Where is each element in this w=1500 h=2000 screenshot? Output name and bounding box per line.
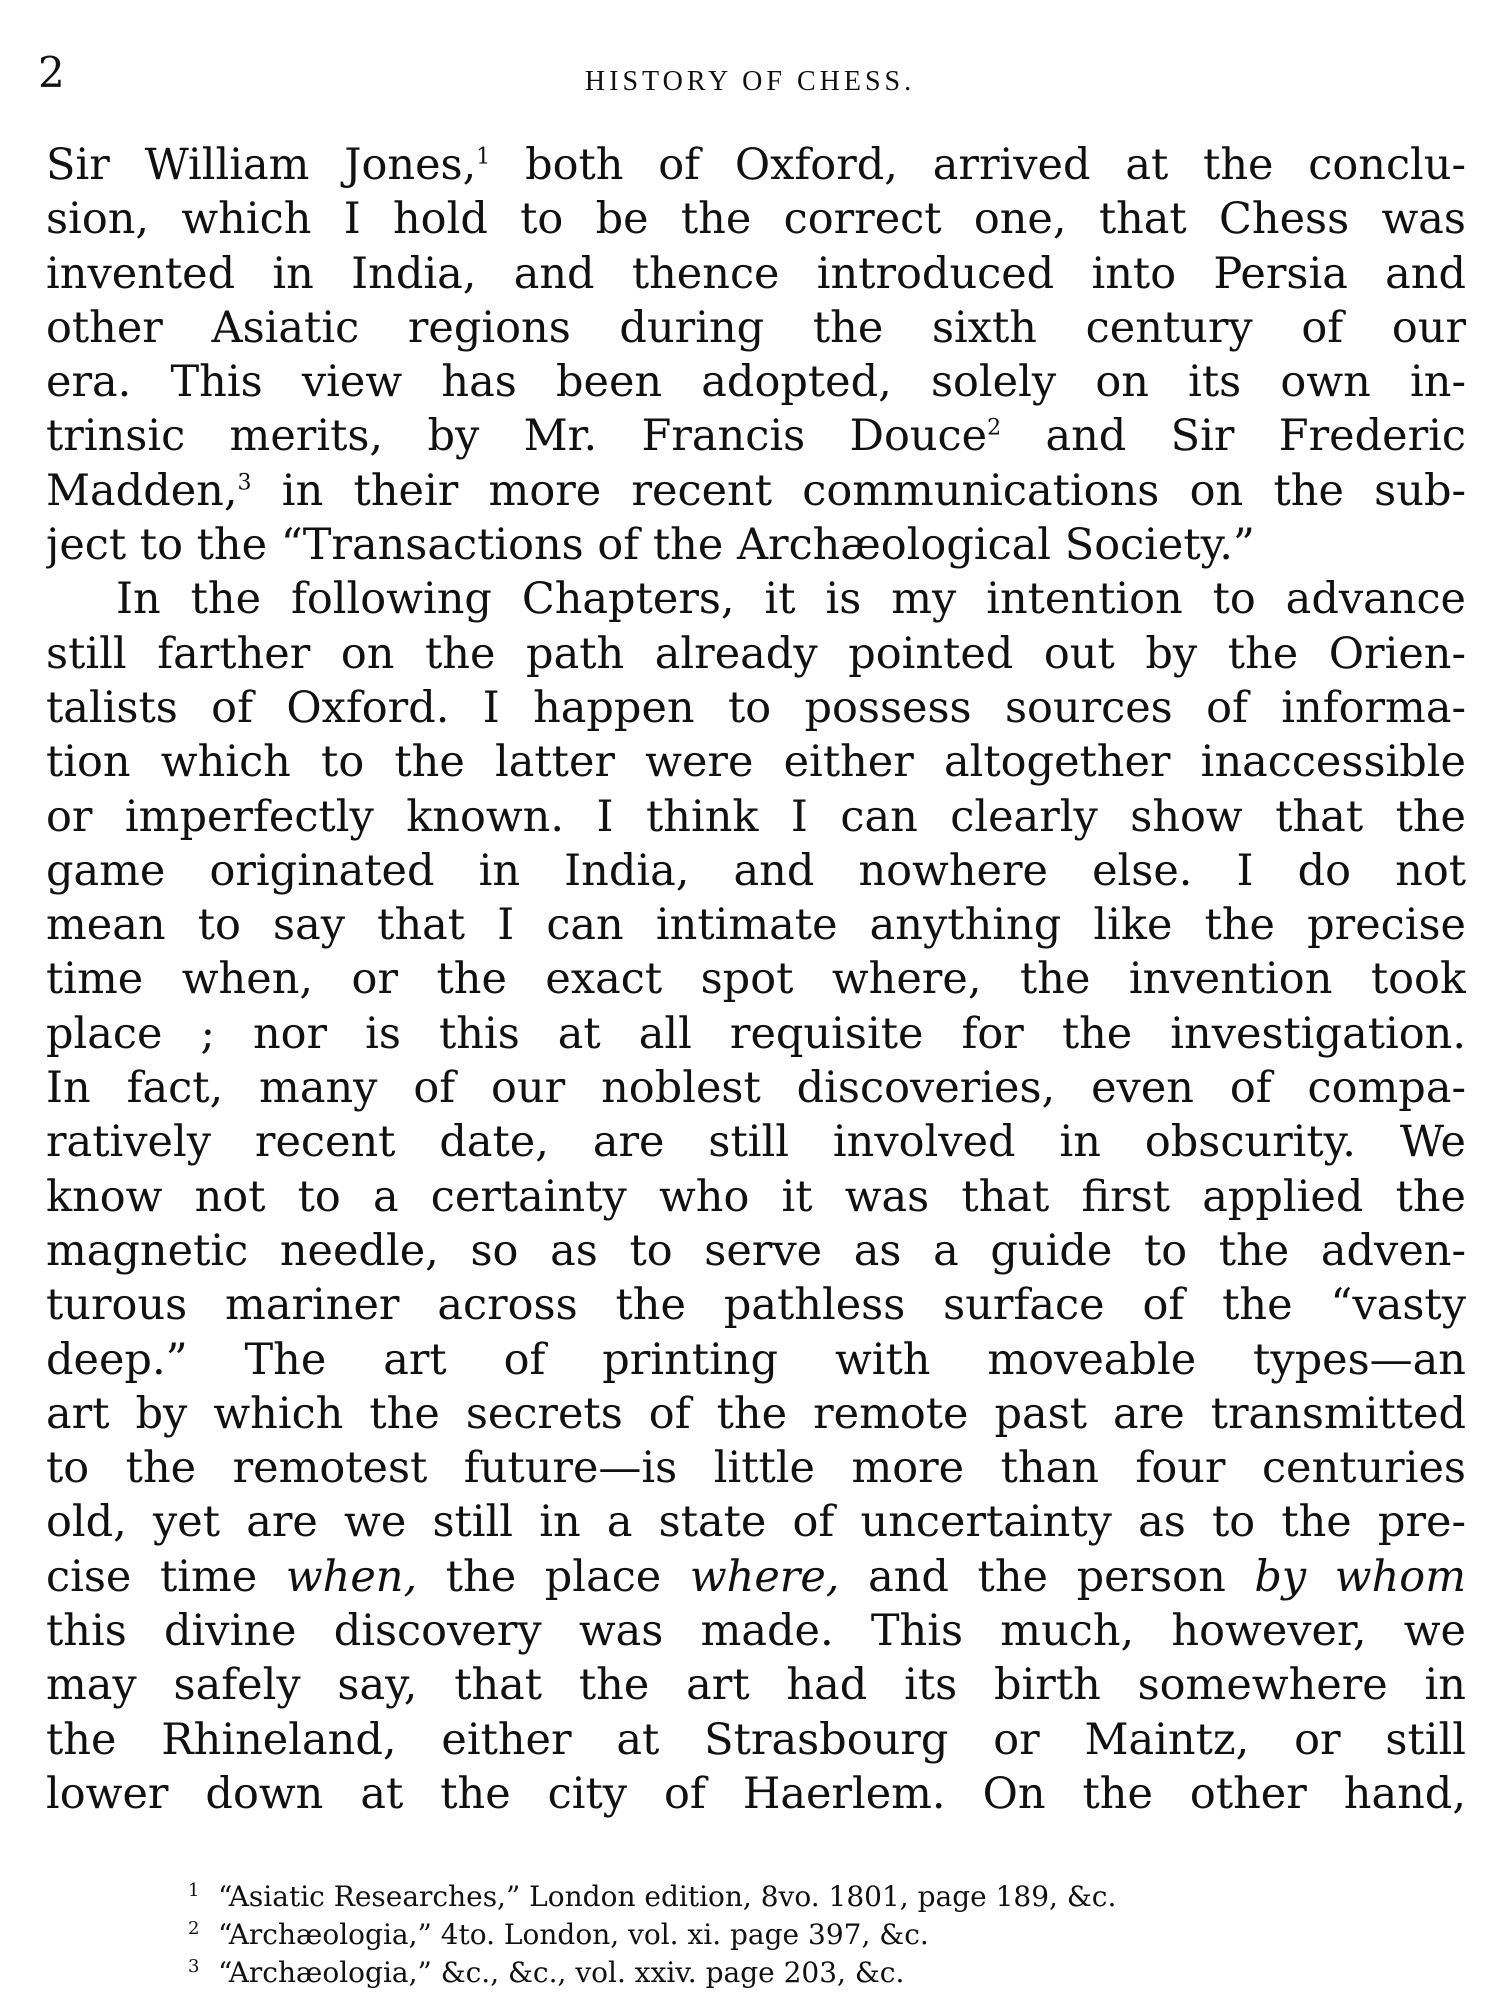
text-line: to the remotest future—is little more than four centuries (46, 1443, 1466, 1494)
text-line: art by which the secrets of the remote past are transmitted (46, 1388, 1466, 1439)
text-line: other Asiatic regions during the sixth century of our (46, 302, 1466, 353)
page-number: 2 (38, 48, 65, 97)
text-line: invented in India, and thence introduced into Persia and (46, 248, 1466, 299)
footnote: 1 “Asiatic Researches,” London edition, 8vo. 1801, page 189, &c. (188, 1879, 1117, 1913)
text-line: lower down at the city of Haerlem. On the other hand, (46, 1768, 1466, 1819)
text-line: deep.” The art of printing with moveable types—an (46, 1334, 1466, 1385)
text-line: may safely say, that the art had its birth somewhere in (46, 1660, 1466, 1711)
text-line: place ; nor is this at all requisite for the investigation. (46, 1008, 1466, 1059)
footnotes (188, 1878, 1388, 1992)
text-line: sion, which I hold to be the correct one, that Chess was (46, 194, 1466, 245)
footnote: 3 “Archæologia,” &c., &c., vol. xxiv. page 203, &c. (188, 1955, 905, 1989)
text-line: Sir William Jones,$^1$ both of Oxford, arrived at the conclu- (46, 140, 1466, 190)
text-line: mean to say that I can intimate anything like the precise (46, 900, 1466, 951)
text-line: ject to the “Transactions of the Archæological Society.” (46, 520, 1255, 571)
footnote-ref[interactable]: 3 (237, 470, 252, 496)
text-line: In fact, many of our noblest discoveries, even of compa- (46, 1063, 1466, 1114)
text-line: know not to a certainty who it was that first applied the (46, 1171, 1466, 1222)
footnote: 2 “Archæologia,” 4to. London, vol. xi. page 397, &c. (188, 1917, 929, 1951)
text-line: tion which to the latter were either altogether inaccessible (46, 737, 1466, 788)
running-head: HISTORY OF CHESS. (584, 66, 916, 97)
text-line: game originated in India, and nowhere else. I do not (46, 845, 1466, 896)
text-line: cise time when, the place where, and the person by whom (46, 1551, 1466, 1602)
text-line: or imperfectly known. I think I can clearly show that the (46, 791, 1466, 842)
text-line: turous mariner across the pathless surface of the “vasty (46, 1280, 1466, 1331)
footnote-ref[interactable]: 1 (476, 144, 491, 170)
footnote-ref[interactable]: 2 (987, 416, 1002, 442)
text-line: still farther on the path already pointed out by the Orien- (46, 628, 1466, 679)
text-line: ratively recent date, are still involved in obscurity. We (46, 1117, 1466, 1168)
text-line: magnetic needle, so as to serve as a guide to the adven- (46, 1225, 1466, 1276)
text-line: In the following Chapters, it is my intention to advance (116, 574, 1466, 625)
text-line: this divine discovery was made. This much, however, we (46, 1606, 1466, 1657)
text-line: Madden,$^3$ in their more recent communications on the sub- (46, 465, 1466, 516)
text-line: era. This view has been adopted, solely on its own in- (46, 357, 1466, 408)
text-line: time when, or the exact spot where, the invention took (46, 954, 1466, 1005)
text-line: trinsic merits, by Mr. Francis Douce$^2$ and Sir Frederic (46, 411, 1466, 462)
body-text (46, 138, 1466, 1821)
text-line: the Rhineland, either at Strasbourg or Maintz, or still (46, 1714, 1466, 1765)
text-line: old, yet are we still in a state of uncertainty as to the pre- (46, 1497, 1466, 1548)
text-line: talists of Oxford. I happen to possess sources of informa- (46, 682, 1466, 733)
